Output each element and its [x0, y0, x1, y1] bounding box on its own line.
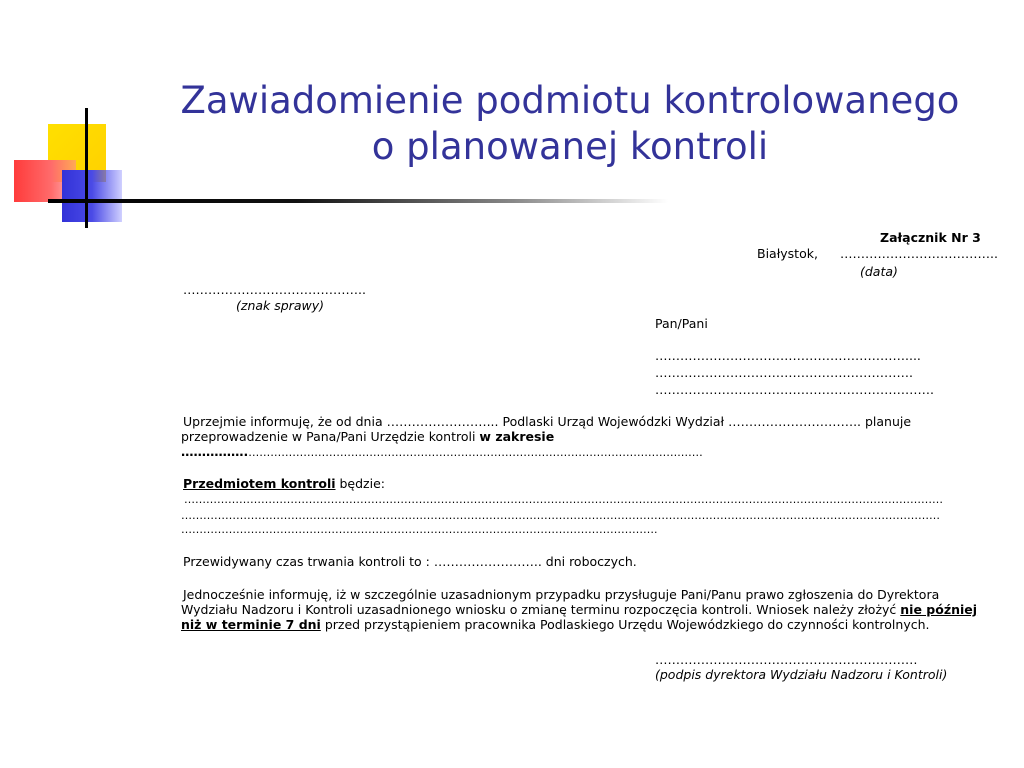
duration-text: Przewidywany czas trwania kontroli to : …………………….. dni roboczych.: [183, 554, 637, 569]
notice-paragraph-line3: [181, 617, 930, 633]
addressee-label: Pan/Pani: [655, 316, 708, 331]
deadline-bold-2: niż w terminie 7 dni: [181, 617, 321, 632]
date-dots: ………………………………..: [840, 246, 998, 261]
address-line: ……………………………………….…………….: [655, 365, 913, 380]
signature-label: (podpis dyrektora Wydziału Nadzoru i Kontroli): [655, 667, 948, 682]
subject-line: [183, 476, 385, 492]
subject-rest: będzie:: [339, 476, 385, 491]
logo-blue-square: [62, 170, 122, 222]
scope-dots: ……………………………………………………………………………………………………….……: [248, 446, 703, 459]
slide-title: [140, 78, 1000, 170]
notice-paragraph-line2: [181, 602, 977, 618]
deadline-bold-1: nie później: [900, 602, 978, 617]
info-paragraph-line1: Uprzejmie informuję, że od dnia ……………………... Podlaski Urząd Wojewódzki Wydział ………………………….. planuje: [183, 414, 912, 429]
city-label: Białystok,: [757, 246, 818, 261]
title-underline: [48, 199, 668, 203]
slide-title-line2: o planowanej kontroli: [371, 125, 769, 168]
address-line: ……………………………………………………....: [655, 348, 921, 363]
notice-paragraph-line1: Jednocześnie informuję, iż w szczególnie uzasadnionym przypadku przysługuje Pani/Panu prawo zgłoszenia do Dyrektora: [183, 587, 940, 602]
slide-title-line1: Zawiadomienie podmiotu kontrolowanego: [180, 79, 960, 122]
scope-label: w zakresie: [479, 429, 555, 444]
case-number-label: (znak sprawy): [236, 298, 324, 313]
logo-vertical-line: [85, 108, 88, 228]
case-number-dots: ……………………………………..: [183, 282, 366, 297]
subject-dots-line: ………………………………………………………………………………………………………………………………………………………………………………………: [184, 493, 943, 506]
scope-bold-dots: …………….: [181, 444, 249, 459]
notice-paragraph-rest: przed przystąpieniem pracownika Podlaskiego Urzędu Wojewódzkiego do czynności kontrolnych.: [324, 617, 930, 632]
annex-label: Załącznik Nr 3: [880, 230, 981, 245]
subject-dots-line: ………………………………………………………………………………………………………………….: [181, 523, 658, 536]
date-label: (data): [860, 264, 898, 279]
info-paragraph-text: przeprowadzenie w Pana/Pani Urzędzie kontroli: [181, 429, 476, 444]
scope-dots-line: [181, 444, 703, 461]
info-paragraph-line2: [181, 429, 554, 445]
subject-label: Przedmiotem kontroli: [183, 476, 336, 491]
signature-dots: ………………………………………………………: [655, 652, 918, 667]
notice-paragraph-text: Wydziału Nadzoru i Kontroli uzasadnionego wniosku o zmianę terminu rozpoczęcia kontroli. Wniosek należy złożyć: [181, 602, 897, 617]
address-line: ………………………………………………………….: [655, 382, 934, 397]
subject-dots-line: ………………………………………………………………………………………………………………………………………………………………………………………: [181, 509, 940, 522]
